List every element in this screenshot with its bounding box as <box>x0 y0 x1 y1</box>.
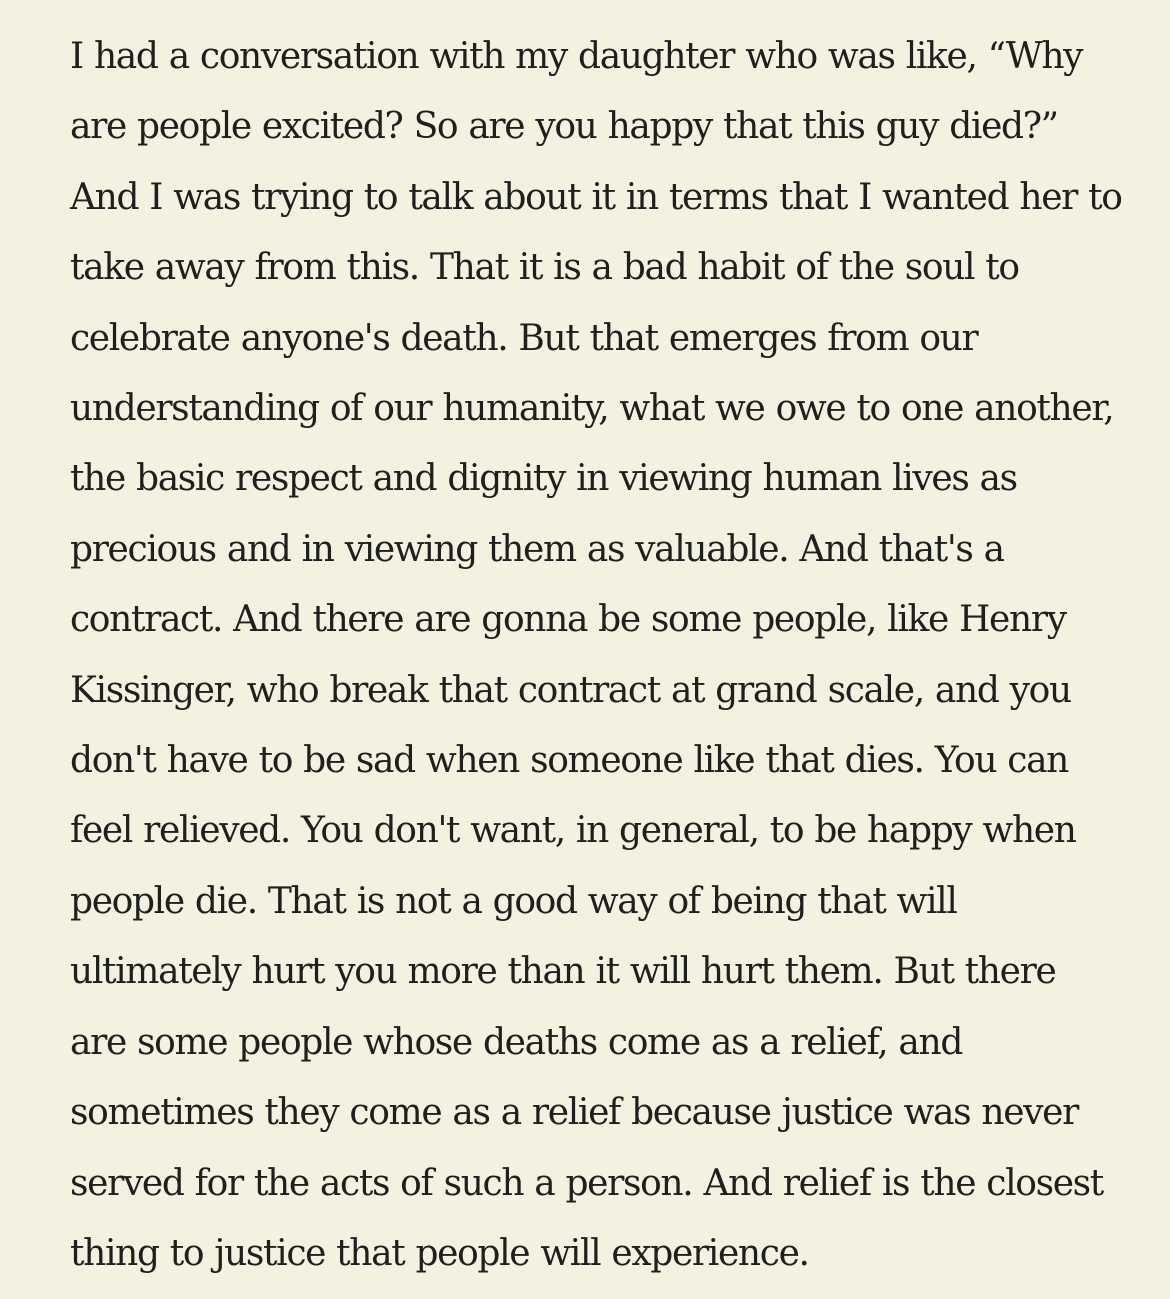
paragraph-line-5: celebrate anyone's death. But that emerges from our <box>70 317 978 359</box>
paragraph-line-15: are some people whose deaths come as a relief, and <box>70 1021 963 1063</box>
paragraph-line-17: served for the acts of such a person. And relief is the closest <box>70 1162 1103 1204</box>
paragraph-line-13: people die. That is not a good way of being that will <box>70 880 957 922</box>
paragraph-line-3: And I was trying to talk about it in terms that I wanted her to <box>70 176 1122 218</box>
paragraph-line-8: precious and in viewing them as valuable. And that's a <box>70 528 1004 570</box>
article-paragraph <box>70 22 1122 1289</box>
paragraph-line-6: understanding of our humanity, what we owe to one another, <box>70 388 1114 430</box>
paragraph-line-11: don't have to be sad when someone like that dies. You can <box>70 740 1069 782</box>
paragraph-line-12: feel relieved. You don't want, in general, to be happy when <box>70 810 1076 852</box>
paragraph-line-4: take away from this. That it is a bad habit of the soul to <box>70 247 1019 289</box>
paragraph-line-7: the basic respect and dignity in viewing human lives as <box>70 458 1017 500</box>
paragraph-line-9: contract. And there are gonna be some people, like Henry <box>70 599 1066 641</box>
paragraph-line-18: thing to justice that people will experience. <box>70 1232 809 1274</box>
paragraph-line-16: sometimes they come as a relief because justice was never <box>70 1092 1078 1134</box>
paragraph-line-14: ultimately hurt you more than it will hurt them. But there <box>70 951 1056 993</box>
paragraph-line-10: Kissinger, who break that contract at grand scale, and you <box>70 669 1071 711</box>
paragraph-line-2: are people excited? So are you happy that this guy died?” <box>70 106 1058 148</box>
paragraph-line-1: I had a conversation with my daughter who was like, “Why <box>70 36 1083 77</box>
